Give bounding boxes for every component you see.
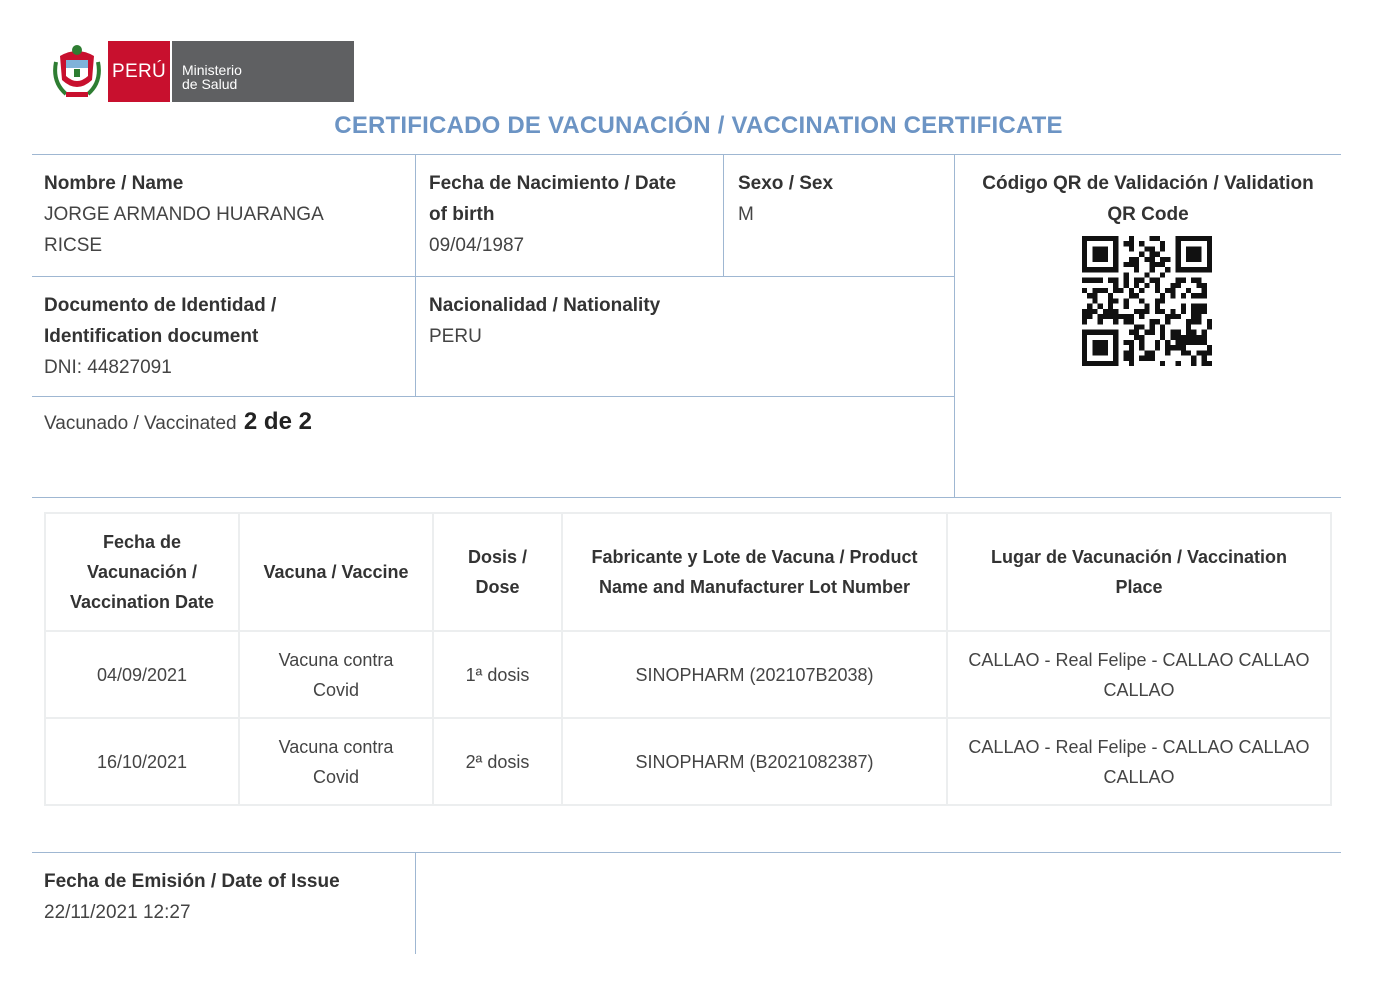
col-header-date-line3: Vaccination Date [69,592,215,612]
row2-vaccine-line1: Vacuna contra [278,736,394,757]
row1-place-line1: CALLAO - Real Felipe - CALLAO CALLAO [968,649,1310,670]
divider-dob-sex [723,154,724,276]
col-header-date-line1: Fecha de [102,532,182,552]
dob-label-line2: of birth [429,204,495,225]
dob-label-line1: Fecha de Nacimiento / Date [429,173,677,194]
name-value-line2: RICSE [44,235,103,256]
logo-ministry [172,41,354,102]
row2-date: 16/10/2021 [45,718,239,805]
vaccinated-value: 2 de 2 [243,408,312,435]
col-header-product [562,513,947,631]
qr-code-image [1082,236,1212,366]
sex-value: M [738,204,754,225]
col-header-dose-line2: Dose [475,577,520,597]
vaccinated-status [44,408,312,436]
col-header-dose [433,513,562,631]
row2-place-line2: CALLAO [1103,766,1175,787]
nationality-cell [429,290,660,352]
dob-cell [429,168,676,261]
issue-label: Fecha de Emisión / Date of Issue [44,871,340,892]
row2-product: SINOPHARM (B2021082387) [562,718,947,805]
row1-place [947,631,1331,718]
col-header-vaccine [239,513,433,631]
row2-dose: 2ª dosis [433,718,562,805]
row1-dose: 1ª dosis [433,631,562,718]
col-header-place [947,513,1331,631]
sex-cell [738,168,833,230]
row1-vaccine-line1: Vacuna contra [278,649,394,670]
row1-vaccine [239,631,433,718]
row1-place-line2: CALLAO [1103,679,1175,700]
dob-value: 09/04/1987 [429,235,525,256]
row2-place [947,718,1331,805]
nationality-label: Nacionalidad / Nationality [429,295,661,316]
col-header-dose-line1: Dosis / [467,547,528,567]
issue-divider [415,852,416,954]
row1-vaccine-line2: Covid [312,679,360,700]
row1-date: 04/09/2021 [45,631,239,718]
certificate-title-text: CERTIFICADO DE VACUNACIÓN / VACCINATION CERTIFICATE [334,112,1063,139]
peru-coat-of-arms-icon [52,42,102,100]
col-header-date [45,513,239,631]
id-document-cell [44,290,276,383]
row-rule-1 [32,276,954,277]
bottom-rule [32,497,1341,498]
top-rule [32,154,1341,155]
col-header-place-line1: Lugar de Vacunación / Vaccination [990,547,1288,567]
qr-label-line1: Código QR de Validación / Validation [982,173,1314,194]
issue-rule [32,852,1341,853]
qr-label-line2: QR Code [1107,204,1189,225]
qr-label [955,168,1341,230]
id-value: DNI: 44827091 [44,357,172,378]
sex-label: Sexo / Sex [738,173,834,194]
row-rule-2 [32,396,954,397]
row2-vaccine [239,718,433,805]
name-cell [44,168,324,261]
name-value-line1: JORGE ARMANDO HUARANGA [44,204,324,225]
col-header-product-line2: Name and Manufacturer Lot Number [598,577,911,597]
row1-product: SINOPHARM (202107B2038) [562,631,947,718]
id-label-line2: Identification document [44,326,259,347]
doses-table [44,512,1332,806]
issue-value: 22/11/2021 12:27 [44,902,191,923]
table-row [45,631,1331,718]
vaccinated-label: Vacunado / Vaccinated [44,413,237,434]
col-header-vaccine-line1: Vacuna / Vaccine [263,562,409,582]
issue-cell [44,866,340,928]
nationality-value: PERU [429,326,482,347]
col-header-place-line2: Place [1115,577,1163,597]
row2-vaccine-line2: Covid [312,766,360,787]
col-header-date-line2: Vacunación / [86,562,198,582]
logo-ministry-line1: Ministerio [182,62,242,78]
name-label: Nombre / Name [44,173,184,194]
logo-country: PERÚ [108,41,170,102]
doses-table-header [45,513,1331,631]
row2-place-line1: CALLAO - Real Felipe - CALLAO CALLAO [968,736,1310,757]
col-header-product-line1: Fabricante y Lote de Vacuna / Product [591,547,918,567]
logo-ministry-line2: de Salud [182,76,238,92]
table-row [45,718,1331,805]
certificate-title [0,112,1375,140]
id-label-line1: Documento de Identidad / [44,295,277,316]
